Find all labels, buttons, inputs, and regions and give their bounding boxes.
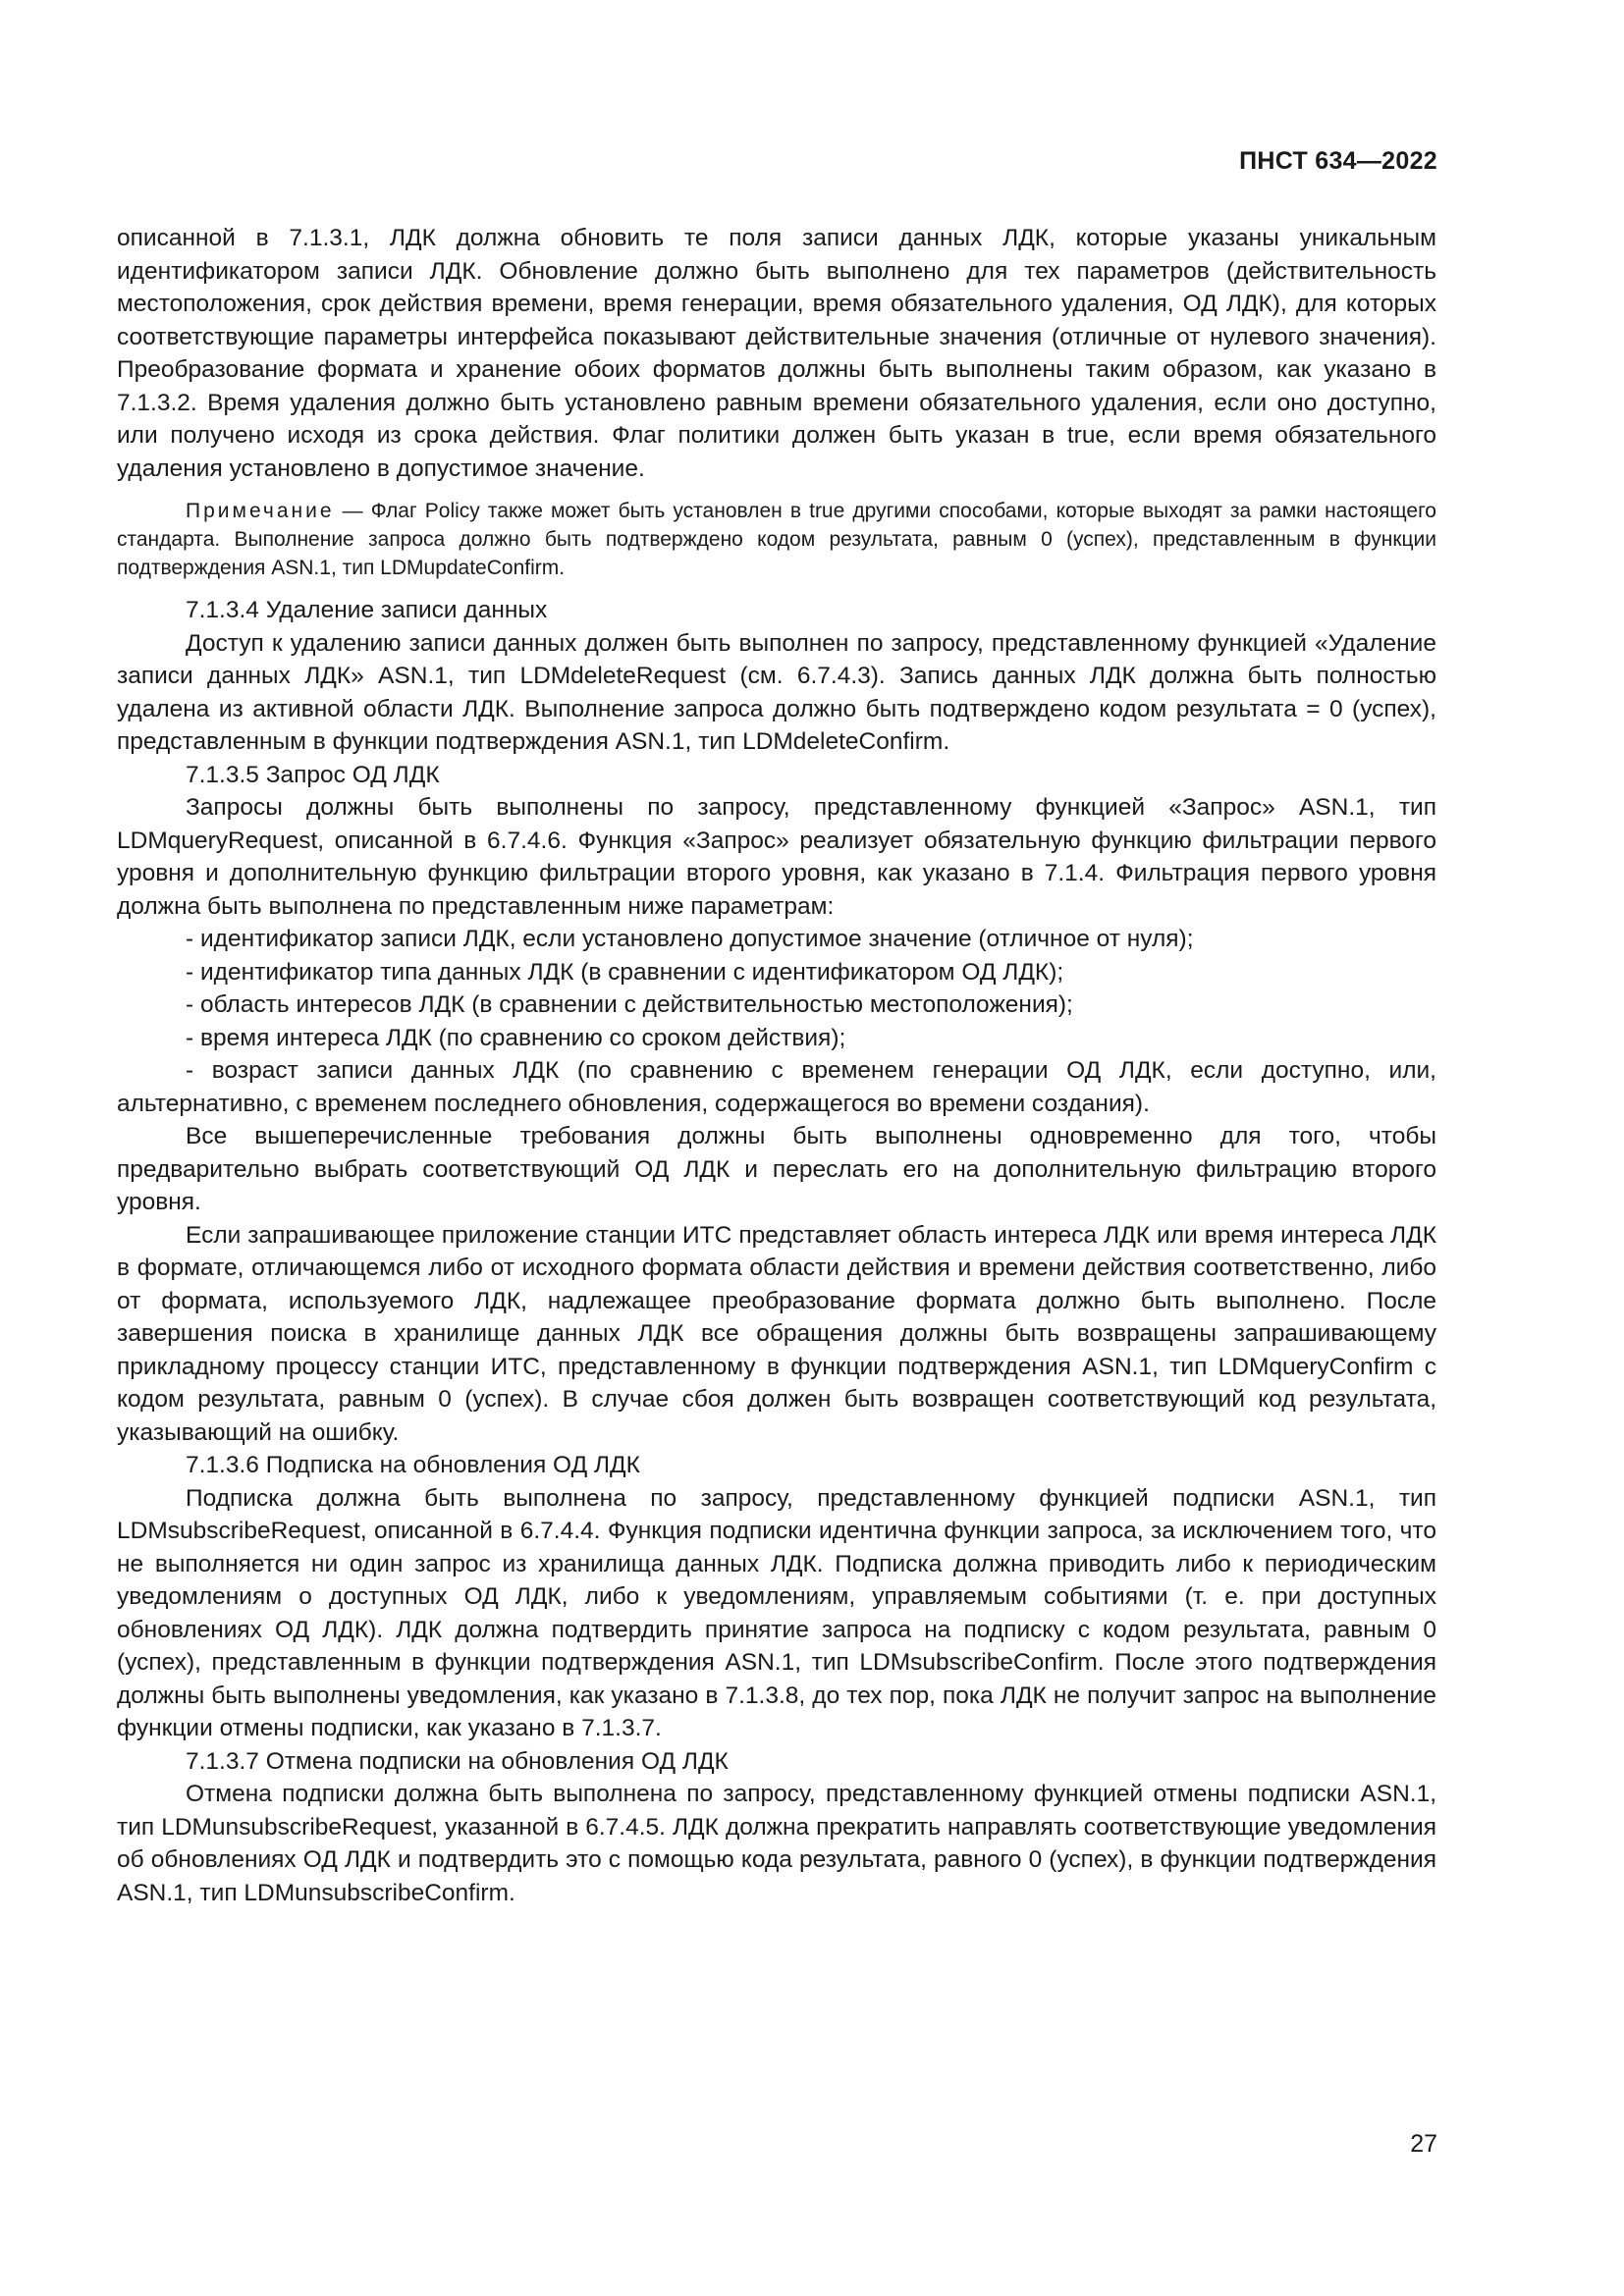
section-title-7-1-3-6: 7.1.3.6 Подписка на обновления ОД ЛДК (186, 1452, 640, 1478)
section-text-7-1-3-5: Запросы должны быть выполнены по запросу, представленному функцией «Запрос» ASN.1, тип LDMqueryRequest, описанной в 6.7.4.6. Функция «Запрос» реализует обязательную функцию фильтрации первого уровня и дополнительную функцию фильтрации второго уровня, как указано в 7.1.4. Фильтрация первого уровня должна быть выполнена по представленным ниже параметрам: (117, 794, 1436, 920)
document-code: ПНСТ 634—2022 (1239, 147, 1437, 175)
note-label: Примечание (186, 500, 335, 522)
note-text: — Флаг Policy также может быть установлен в true другими способами, которые выходят за рамки настоящего стандарта. Выполнение запроса должно быть подтверждено кодом результата, равным 0 (успех), представленным в функции подтверждения ASN.1, тип LDMupdateConfirm. (117, 500, 1436, 579)
list-item: - область интересов ЛДК (в сравнении с действительностью местоположения); (186, 991, 1073, 1018)
paragraph-all-requirements: Все вышеперечисленные требования должны быть выполнены одновременно для того, чтобы предварительно выбрать соответствующий ОД ЛДК и переслать его на дополнительную фильтрацию второго уровня. (117, 1123, 1436, 1215)
section-text-7-1-3-7: Отмена подписки должна быть выполнена по запросу, представленному функцией отмены подписки ASN.1, тип LDMunsubscribeRequest, указанной в 6.7.4.5. ЛДК должна прекратить направлять соответствующие уведомления об обновлениях ОД ЛДК и подтвердить это с помощью кода результата, равного 0 (успех), в функции подтверждения ASN.1, тип LDMunsubscribeConfirm. (117, 1781, 1436, 1906)
page-body (117, 222, 1436, 1909)
page-number: 27 (1410, 2130, 1437, 2158)
list-item: - возраст записи данных ЛДК (по сравнению с временем генерации ОД ЛДК, если доступно, или, альтернативно, с временем последнего обновления, содержащегося во времени создания). (117, 1057, 1436, 1117)
section-title-7-1-3-5: 7.1.3.5 Запрос ОД ЛДК (186, 761, 440, 788)
note (117, 497, 1436, 582)
list-item: - время интереса ЛДК (по сравнению со сроком действия); (186, 1024, 846, 1051)
list-item: - идентификатор записи ЛДК, если установлено допустимое значение (отличное от нуля); (186, 926, 1194, 952)
paragraph-format-conversion: Если запрашивающее приложение станции ИТС представляет область интереса ЛДК или время интереса ЛДК в формате, отличающемся либо от исходного формата области действия и времени действия соответственно, либо от формата, используемого ЛДК, надлежащее преобразование формата должно быть выполнено. После завершения поиска в хранилище данных ЛДК все обращения должны быть возвращены запрашивающему прикладному процессу станции ИТС, представленному в функции подтверждения ASN.1, тип LDMqueryConfirm с кодом результата, равным 0 (успех). В случае сбоя должен быть возвращен соответствующий код результата, указывающий на ошибку. (117, 1221, 1436, 1446)
section-text-7-1-3-4: Доступ к удалению записи данных должен быть выполнен по запросу, представленному функцией «Удаление записи данных ЛДК» ASN.1, тип LDMdeleteRequest (см. 6.7.4.3). Запись данных ЛДК должна быть полностью удалена из активной области ЛДК. Выполнение запроса должно быть подтверждено кодом результата = 0 (успех), представленным в функции подтверждения ASN.1, тип LDMdeleteConfirm. (117, 629, 1436, 755)
section-title-7-1-3-4: 7.1.3.4 Удаление записи данных (186, 597, 548, 623)
section-text-7-1-3-6: Подписка должна быть выполнена по запросу, представленному функцией подписки ASN.1, тип LDMsubscribeRequest, описанной в 6.7.4.4. Функция подписки идентична функции запроса, за исключением того, что не выполняется ни один запрос из хранилища данных ЛДК. Подписка должна приводить либо к периодическим уведомлениям о доступных ОД ЛДК, либо к уведомлениям, управляемым событиями (т. е. при доступных обновлениях ОД ЛДК). ЛДК должна подтвердить принятие запроса на подписку с кодом результата, равным 0 (успех), представленным в функции подтверждения ASN.1, тип LDMsubscribeConfirm. После этого подтверждения должны быть выполнены уведомления, как указано в 7.1.3.8, до тех пор, пока ЛДК не получит запрос на выполнение функции отмены подписки, как указано в 7.1.3.7. (117, 1484, 1436, 1741)
list-item: - идентификатор типа данных ЛДК (в сравнении с идентификатором ОД ЛДК); (186, 958, 1064, 986)
section-title-7-1-3-7: 7.1.3.7 Отмена подписки на обновления ОД ЛДК (186, 1747, 729, 1775)
paragraph-continuation: описанной в 7.1.3.1, ЛДК должна обновить те поля записи данных ЛДК, которые указаны уникальным идентификатором записи ЛДК. Обновление должно быть выполнено для тех параметров (действительность местоположения, срок действия времени, время генерации, время обязательного удаления, ОД ЛДК), для которых соответствующие параметры интерфейса показывают действительные значения (отличные от нулевого значения). Преобразование формата и хранение обоих форматов должны быть выполнены таким образом, как указано в 7.1.3.2. Время удаления должно быть установлено равным времени обязательного удаления, если оно доступно, или получено исходя из срока действия. Флаг политики должен быть указан в true, если время обязательного удаления установлено в допустимое значение. (117, 225, 1436, 482)
